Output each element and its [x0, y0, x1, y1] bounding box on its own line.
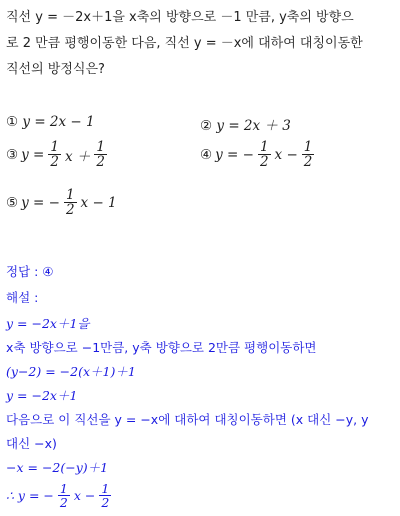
option-3-frac1-den: 2 — [50, 154, 59, 171]
option-2-text: y = 2x ＋ 3 — [216, 118, 291, 134]
option-2[interactable] — [200, 114, 291, 134]
option-4-frac1-num: 1 — [259, 139, 269, 155]
explanation-line-4: y = −2x＋1 — [6, 388, 78, 403]
explanation-final — [6, 482, 112, 509]
answer-label: 정답 : ④ — [6, 264, 54, 279]
option-3-mark: ③ — [6, 146, 19, 163]
explanation-line-2: x축 방향으로 −1만큼, y축 방향으로 2만큼 평행이동하면 — [6, 340, 317, 355]
option-3-frac2-den: 2 — [96, 154, 105, 171]
option-4-frac2-den: 2 — [303, 154, 313, 171]
option-3-frac2 — [94, 140, 107, 169]
question-line-3: 직선의 방정식은? — [6, 62, 105, 77]
option-3-frac1 — [48, 140, 61, 169]
final-frac1-num: 1 — [59, 481, 68, 496]
option-3[interactable] — [6, 140, 108, 169]
option-4-frac1 — [258, 140, 271, 169]
option-5-prefix: y = − — [21, 194, 60, 211]
question-line-2: 로 2 만큼 평행이동한 다음, 직선 y = －x에 대하여 대칭이동한 — [6, 36, 363, 51]
option-1-mark: ① — [6, 114, 19, 130]
option-4-frac2-num: 1 — [303, 139, 313, 155]
option-4-mid: x − — [274, 146, 298, 163]
option-3-frac1-num: 1 — [50, 139, 59, 155]
option-3-frac2-num: 1 — [96, 139, 105, 155]
explanation-line-7: −x = −2(−y)＋1 — [6, 460, 109, 475]
option-5[interactable] — [6, 188, 117, 217]
final-frac2 — [99, 482, 111, 509]
option-5-frac1-den: 2 — [65, 202, 75, 219]
option-3-mid: x ＋ — [64, 148, 91, 165]
explanation-label: 해설 : — [6, 290, 39, 305]
final-frac1 — [58, 482, 70, 509]
final-frac2-num: 1 — [101, 481, 110, 496]
explanation-line-1: y = −2x＋1을 — [6, 316, 90, 331]
option-3-prefix: y = — [21, 146, 45, 163]
option-5-mid: x − 1 — [80, 194, 117, 211]
final-frac1-den: 2 — [59, 495, 68, 511]
option-4-frac1-den: 2 — [259, 154, 269, 171]
option-4-prefix: y = − — [215, 146, 254, 163]
explanation-line-5: 다음으로 이 직선을 y = −x에 대하여 대칭이동하면 (x 대신 −y, y — [6, 412, 369, 427]
option-4-frac2 — [302, 140, 315, 169]
final-prefix: ∴ y = − — [6, 488, 54, 504]
explanation-line-6: 대신 −x) — [6, 436, 57, 451]
option-5-mark: ⑤ — [6, 194, 19, 211]
option-4[interactable] — [200, 140, 315, 169]
option-2-mark: ② — [200, 118, 213, 134]
final-mid: x − — [73, 488, 96, 504]
explanation-line-3: (y−2) = −2(x＋1)＋1 — [6, 364, 136, 379]
option-4-mark: ④ — [200, 146, 213, 163]
option-1[interactable] — [6, 114, 95, 130]
question-line-1: 직선 y = －2x＋1을 x축의 방향으로 －1 만큼, y축의 방향으 — [6, 10, 354, 25]
option-5-frac1-num: 1 — [65, 187, 75, 203]
option-5-frac1 — [64, 188, 77, 217]
final-frac2-den: 2 — [101, 495, 110, 511]
option-1-text: y = 2x − 1 — [22, 114, 95, 130]
